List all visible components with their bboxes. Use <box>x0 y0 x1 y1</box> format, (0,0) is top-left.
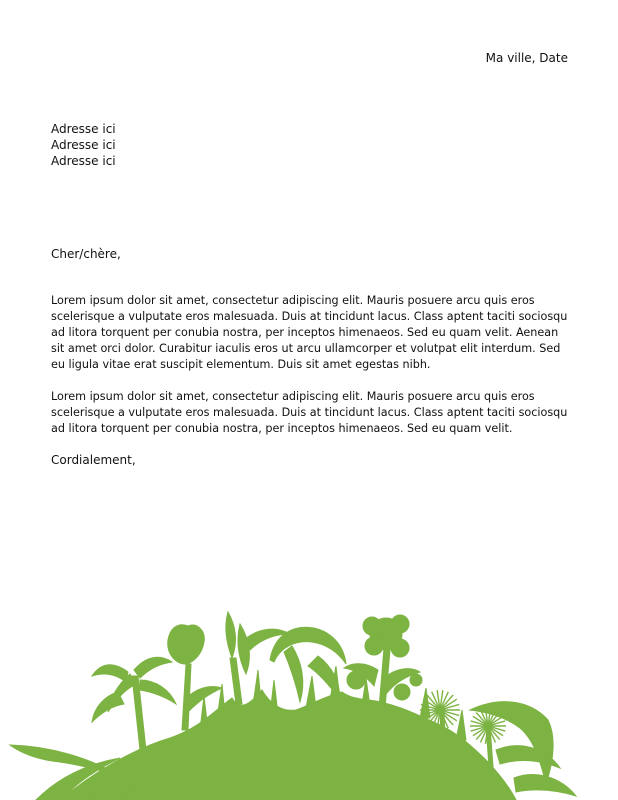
address-line: Adresse ici <box>51 138 116 152</box>
recipient-address <box>51 121 116 169</box>
floral-silhouette-decoration <box>0 600 618 800</box>
body-paragraph-2: Lorem ipsum dolor sit amet, consectetur adipiscing elit. Mauris posuere arcu quis eros scelerisque a vulputate eros malesuada. Duis at tincidunt lacus. Class aptent taciti sociosqu ad litora torquent per conubia nostra, per inceptos himenaeos. Sed eu quam velit. <box>51 390 568 435</box>
salutation: Cher/chère, <box>51 247 121 261</box>
body-paragraph-1: Lorem ipsum dolor sit amet, consectetur adipiscing elit. Mauris posuere arcu quis eros scelerisque a vulputate eros malesuada. Duis at tincidunt lacus. Class aptent taciti sociosqu ad litora torquent per conubia nostra, per inceptos himenaeos. Sed eu quam velit. Aenean sit amet orci dolor. Curabitur iaculis eros ut arcu ullamcorper et volutpat elit interdum. Sed eu ligula vitae erat suscipit elementum. Duis sit amet egestas nibh. <box>51 294 568 371</box>
date-line: Ma ville, Date <box>485 51 568 65</box>
closing: Cordialement, <box>51 453 136 467</box>
address-line: Adresse ici <box>51 122 116 136</box>
address-line: Adresse ici <box>51 154 116 168</box>
